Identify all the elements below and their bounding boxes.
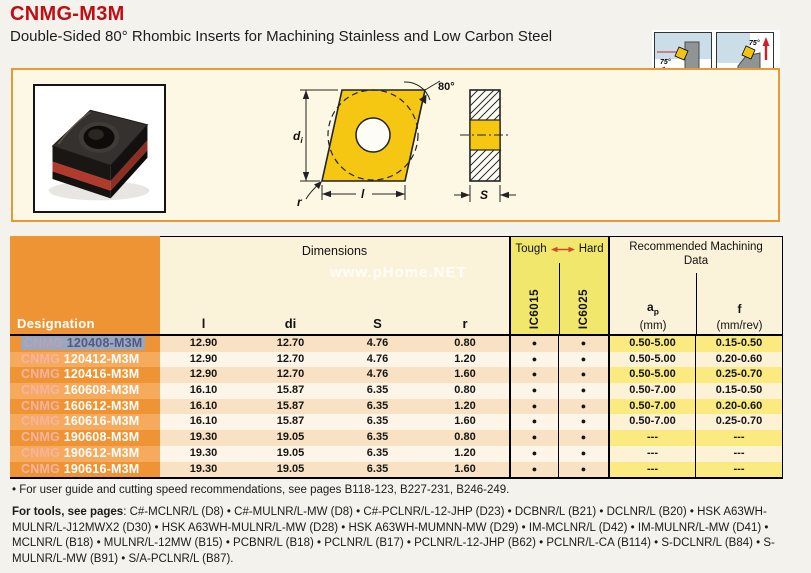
- d-dim-sub: i: [300, 135, 303, 145]
- grade-ic6015-dot: ●: [509, 430, 558, 446]
- thickness-cell: 6.35: [334, 430, 421, 446]
- angle-label: 75°: [749, 40, 760, 47]
- s-dim-label: S: [480, 188, 489, 202]
- col-header-f-unit: (mm/rev): [716, 320, 763, 332]
- diameter-cell: 12.70: [247, 352, 334, 368]
- d-dim-label: d: [293, 129, 301, 143]
- table-header: [10, 236, 783, 336]
- feed-cell: 0.15-0.50: [695, 336, 783, 352]
- feed-cell: 0.20-0.60: [695, 399, 783, 415]
- table-row: [10, 462, 783, 478]
- grade-ic6025-dot: ●: [558, 352, 608, 368]
- depth-of-cut-cell: 0.50-5.00: [608, 352, 695, 368]
- tools-label: For tools, see pages: [12, 506, 124, 518]
- radius-cell: 1.20: [421, 399, 509, 415]
- grade-ic6015-dot: ●: [509, 336, 558, 352]
- insert-photo: [35, 86, 164, 211]
- length-cell: 12.90: [160, 367, 247, 383]
- feed-cell: ---: [695, 430, 783, 446]
- grade-ic6015-dot: ●: [509, 414, 558, 430]
- length-cell: 12.90: [160, 352, 247, 368]
- col-header-di: di: [284, 316, 297, 331]
- grade-ic6025-dot: ●: [558, 414, 608, 430]
- insert-photo-frame: [33, 84, 166, 213]
- machining-header-line2: Data: [683, 255, 709, 267]
- tough-hard-arrow-icon: [551, 245, 575, 254]
- designation-cell[interactable]: CNMG 190612-M3M: [10, 446, 160, 462]
- grade-ic6015-dot: ●: [509, 462, 558, 478]
- insert-spec-table: [10, 236, 783, 478]
- thickness-cell: 6.35: [334, 383, 421, 399]
- length-cell: 19.30: [160, 446, 247, 462]
- thickness-cell: 6.35: [334, 414, 421, 430]
- depth-of-cut-cell: 0.50-5.00: [608, 367, 695, 383]
- col-header-s: S: [373, 316, 382, 331]
- col-header-r: r: [462, 316, 468, 331]
- grade-ic6025-label: IC6025: [578, 288, 590, 329]
- angle-80-label: 80°: [438, 81, 455, 93]
- tools-text: : C#-MCLNR/L (D8) • C#-MULNR/L-MW (D8) • C#-PCLNR/L-12-JHP (D23) • DCBNR/L (B21) • DCLNR/L (B20) • HSK A63WH-MULNR/L-J12MWX2 (D30) • HSK A63WH-MULNR/L-MW (D28) • HSK A63WH-MUMNN-MW (D29) • IM-MCLNR/L (D42) • IM-MULNR/L-MW (D41) • MCLNR/L (B18) • MULNR/L-12MW (B15) • PCBNR/L (B18) • PCLNR/L (B17) • PCLNR/L-12-JHP (B62) • PCLNR/L-CA (B114) • S-DCLNR/L (B84) • S-MULNR/L-MW (B91) • S/A-PCLNR/L (B87).: [12, 506, 775, 565]
- grade-ic6025-dot: ●: [558, 462, 608, 478]
- depth-of-cut-cell: 0.50-5.00: [608, 336, 695, 352]
- col-header-ap: $a_p$: [647, 299, 659, 316]
- grade-ic6015-dot: ●: [509, 399, 558, 415]
- col-header-ap-unit: (mm): [639, 320, 667, 332]
- feed-cell: 0.25-0.70: [695, 367, 783, 383]
- l-dim-label: l: [361, 187, 365, 201]
- designation-cell[interactable]: CNMG 190608-M3M: [10, 430, 160, 446]
- radius-cell: 1.60: [421, 414, 509, 430]
- feed-cell: ---: [695, 446, 783, 462]
- feed-cell: ---: [695, 462, 783, 478]
- radius-cell: 0.80: [421, 430, 509, 446]
- table-row: [10, 446, 783, 462]
- length-cell: 16.10: [160, 399, 247, 415]
- user-guide-note: • For user guide and cutting speed recommendations, see pages B118-123, B227-231, B246-249.: [12, 484, 510, 496]
- col-header-f: f: [737, 302, 742, 316]
- grade-ic6015-dot: ●: [509, 367, 558, 383]
- diameter-cell: 15.87: [247, 399, 334, 415]
- col-header-l: l: [201, 316, 206, 331]
- table-row: [10, 352, 783, 368]
- radius-cell: 1.20: [421, 352, 509, 368]
- grade-header-cell: [509, 236, 608, 334]
- table-row: [10, 399, 783, 415]
- radius-cell: 0.80: [421, 336, 509, 352]
- center-hole: [356, 118, 390, 152]
- watermark: www.pHome.NET: [330, 264, 467, 281]
- angle-label: 75°: [660, 59, 671, 66]
- grade-ic6015-dot: ●: [509, 383, 558, 399]
- grade-ic6015-dot: ●: [509, 352, 558, 368]
- designation-header-cell: [10, 236, 160, 334]
- table-row: [10, 414, 783, 430]
- grade-ic6025-dot: ●: [558, 430, 608, 446]
- table-body: [10, 336, 783, 479]
- tools-reference-paragraph: [12, 505, 800, 567]
- radius-cell: 1.20: [421, 446, 509, 462]
- r-dim-label: r: [297, 195, 302, 209]
- depth-of-cut-cell: ---: [608, 446, 695, 462]
- feed-cell: 0.20-0.60: [695, 352, 783, 368]
- tough-label: Tough: [515, 243, 547, 255]
- depth-of-cut-cell: 0.50-7.00: [608, 383, 695, 399]
- designation-cell[interactable]: CNMG 160616-M3M: [10, 414, 160, 430]
- page-subtitle: Double-Sided 80° Rhombic Inserts for Machining Stainless and Low Carbon Steel: [10, 28, 553, 45]
- thickness-cell: 6.35: [334, 446, 421, 462]
- grade-ic6025-dot: ●: [558, 383, 608, 399]
- page-title: CNMG-M3M: [10, 3, 125, 25]
- insert-technical-drawing: [292, 78, 522, 223]
- diameter-cell: 15.87: [247, 383, 334, 399]
- diameter-cell: 15.87: [247, 414, 334, 430]
- diameter-cell: 19.05: [247, 430, 334, 446]
- radius-cell: 1.60: [421, 462, 509, 478]
- feed-cell: 0.15-0.50: [695, 383, 783, 399]
- thickness-cell: 4.76: [334, 352, 421, 368]
- depth-of-cut-cell: 0.50-7.00: [608, 399, 695, 415]
- depth-of-cut-cell: ---: [608, 462, 695, 478]
- radius-cell: 1.60: [421, 367, 509, 383]
- depth-of-cut-cell: 0.50-7.00: [608, 414, 695, 430]
- depth-of-cut-cell: ---: [608, 430, 695, 446]
- length-cell: 12.90: [160, 336, 247, 352]
- dimensions-header-cell: [160, 236, 509, 334]
- length-cell: 16.10: [160, 414, 247, 430]
- dimensions-header-label: Dimensions: [301, 244, 368, 258]
- thickness-cell: 6.35: [334, 462, 421, 478]
- length-cell: 16.10: [160, 383, 247, 399]
- designation-cell[interactable]: CNMG 190616-M3M: [10, 462, 160, 478]
- diameter-cell: 12.70: [247, 336, 334, 352]
- feed-cell: 0.25-0.70: [695, 414, 783, 430]
- grade-ic6015-label: IC6015: [529, 288, 541, 329]
- diameter-cell: 19.05: [247, 462, 334, 478]
- table-row: [10, 336, 783, 352]
- grade-ic6015-dot: ●: [509, 446, 558, 462]
- table-row: [10, 383, 783, 399]
- thickness-cell: 6.35: [334, 399, 421, 415]
- grade-ic6025-dot: ●: [558, 399, 608, 415]
- diameter-cell: 12.70: [247, 367, 334, 383]
- thickness-cell: 4.76: [334, 336, 421, 352]
- hard-label: Hard: [578, 243, 604, 255]
- designation-cell[interactable]: CNMG 120408-M3M: [10, 336, 160, 352]
- thickness-cell: 4.76: [334, 367, 421, 383]
- length-cell: 19.30: [160, 462, 247, 478]
- svg-text:di: [293, 129, 303, 145]
- grade-ic6025-dot: ●: [558, 446, 608, 462]
- designation-cell[interactable]: CNMG 160608-M3M: [10, 383, 160, 399]
- length-cell: 19.30: [160, 430, 247, 446]
- designation-cell[interactable]: CNMG 120416-M3M: [10, 367, 160, 383]
- designation-header-label: Designation: [17, 316, 95, 331]
- radius-cell: 0.80: [421, 383, 509, 399]
- designation-cell[interactable]: CNMG 120412-M3M: [10, 352, 160, 368]
- grade-ic6025-dot: ●: [558, 336, 608, 352]
- grade-ic6025-dot: ●: [558, 367, 608, 383]
- designation-cell[interactable]: CNMG 160612-M3M: [10, 399, 160, 415]
- table-row: [10, 367, 783, 383]
- table-row: [10, 430, 783, 446]
- machining-data-header-cell: [608, 236, 783, 334]
- diameter-cell: 19.05: [247, 446, 334, 462]
- machining-header-line1: Recommended Machining: [629, 241, 763, 253]
